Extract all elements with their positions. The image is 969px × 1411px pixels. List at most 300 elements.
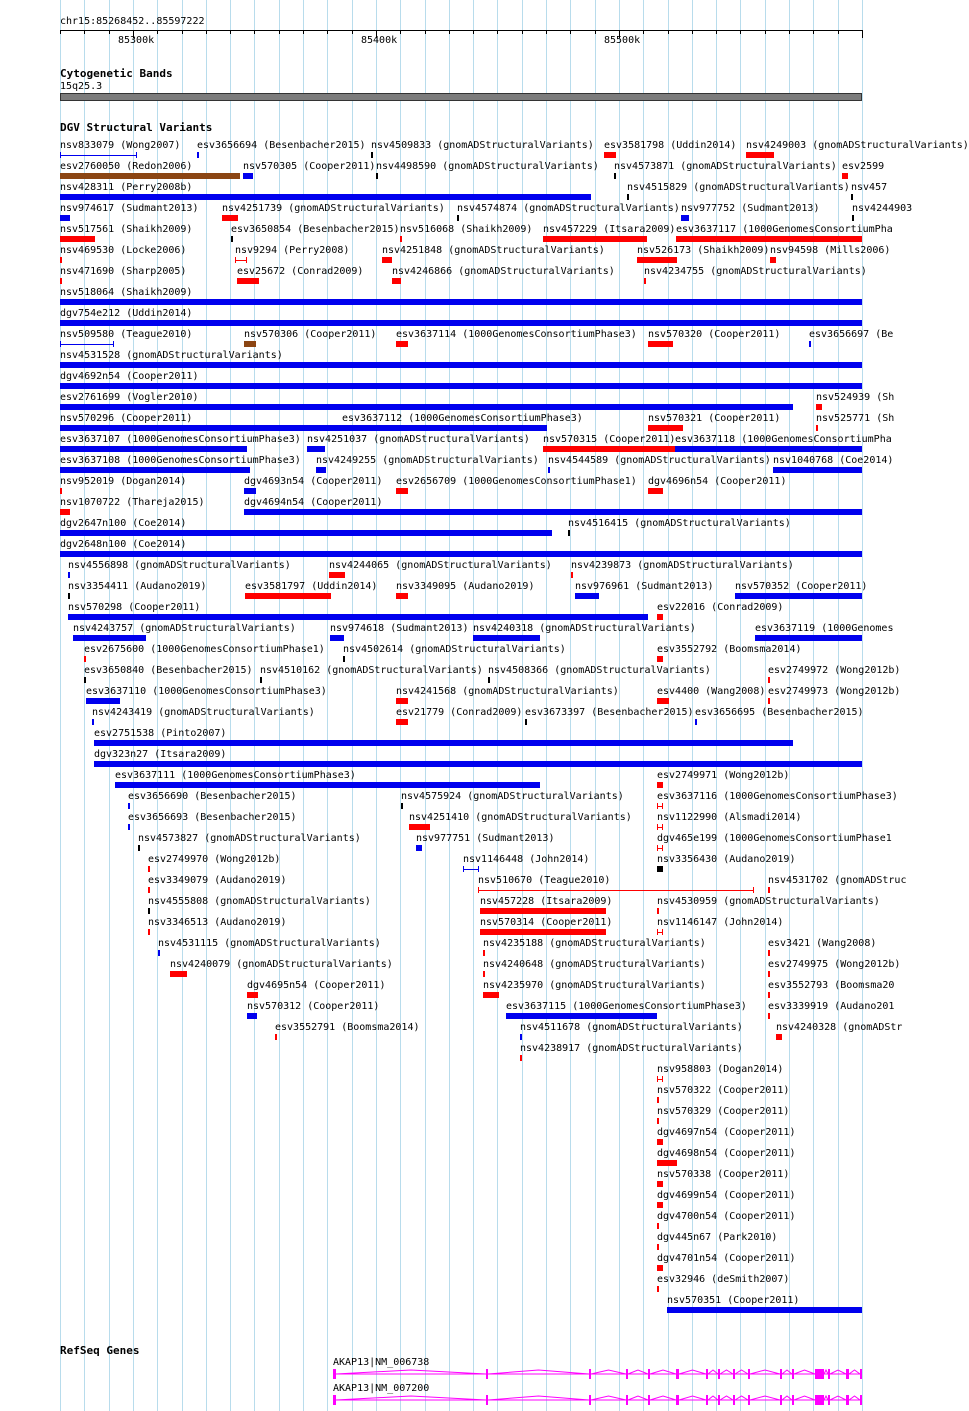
variant-label[interactable]: nsv4234755 (gnomADStructuralVariants): [644, 266, 867, 277]
variant-bar[interactable]: [237, 278, 259, 284]
variant-bar[interactable]: [396, 341, 408, 347]
variant-bar[interactable]: [525, 719, 527, 725]
variant-label[interactable]: esv3349079 (Audano2019): [148, 875, 287, 886]
variant-label[interactable]: nsv570351 (Cooper2011): [667, 1295, 800, 1306]
variant-bar[interactable]: [60, 362, 862, 368]
variant-label[interactable]: nsv509580 (Teague2010): [60, 329, 193, 340]
variant-label[interactable]: nsv518064 (Shaikh2009): [60, 287, 193, 298]
variant-bar[interactable]: [809, 341, 811, 347]
variant-bar[interactable]: [488, 677, 490, 683]
variant-bar[interactable]: [768, 677, 770, 683]
variant-label[interactable]: esv2761699 (Vogler2010): [60, 392, 199, 403]
variant-bar[interactable]: [695, 719, 697, 725]
variant-bar[interactable]: [128, 824, 130, 830]
variant-bar[interactable]: [94, 740, 793, 746]
variant-bar[interactable]: [735, 593, 862, 599]
variant-label[interactable]: esv32946 (deSmith2007): [657, 1274, 790, 1285]
variant-bar[interactable]: [657, 866, 663, 872]
variant-bar[interactable]: [60, 236, 95, 242]
variant-bar[interactable]: [60, 530, 552, 536]
variant-label[interactable]: nsv4515829 (gnomADStructuralVariants): [627, 182, 850, 193]
variant-label[interactable]: nsv570314 (Cooper2011): [480, 917, 613, 928]
variant-label[interactable]: dgv4694n54 (Cooper2011): [244, 497, 383, 508]
variant-label[interactable]: nsv570352 (Cooper2011): [735, 581, 868, 592]
variant-label[interactable]: nsv977751 (Sudmant2013): [416, 833, 555, 844]
variant-bar[interactable]: [260, 677, 262, 683]
variant-label[interactable]: nsv4573827 (gnomADStructuralVariants): [138, 833, 361, 844]
ruler-tick: [522, 30, 523, 34]
variant-label[interactable]: esv3637114 (1000GenomesConsortiumPhase3): [396, 329, 637, 340]
variant-bar[interactable]: [68, 593, 70, 599]
variant-bar[interactable]: [170, 971, 187, 977]
variant-label[interactable]: nsv4531115 (gnomADStructuralVariants): [158, 938, 381, 949]
variant-bar[interactable]: [396, 593, 408, 599]
variant-bar[interactable]: [543, 446, 675, 452]
variant-bar[interactable]: [463, 869, 479, 870]
variant-bar[interactable]: [648, 488, 663, 494]
variant-bar[interactable]: [473, 635, 540, 641]
variant-bar[interactable]: [376, 173, 378, 179]
variant-label[interactable]: dgv2648n100 (Coe2014): [60, 539, 187, 550]
variant-label[interactable]: nsv4251410 (gnomADStructuralVariants): [409, 812, 632, 823]
variant-label[interactable]: dgv754e212 (Uddin2014): [60, 308, 193, 319]
variant-label[interactable]: esv3637115 (1000GenomesConsortiumPhase3): [506, 1001, 747, 1012]
variant-label[interactable]: nsv457228 (Itsara2009): [480, 896, 613, 907]
variant-label[interactable]: nsv4235188 (gnomADStructuralVariants): [483, 938, 706, 949]
variant-label[interactable]: nsv4244903: [852, 203, 913, 214]
variant-label[interactable]: esv3421 (Wang2008): [768, 938, 877, 949]
variant-label[interactable]: esv3637116 (1000GenomesConsortiumPhase3): [657, 791, 898, 802]
variant-bar[interactable]: [575, 593, 599, 599]
variant-bar[interactable]: [657, 1202, 663, 1208]
variant-bar[interactable]: [409, 824, 430, 830]
variant-bar[interactable]: [773, 467, 862, 473]
variant-label[interactable]: nsv4251739 (gnomADStructuralVariants): [222, 203, 445, 214]
variant-label[interactable]: nsv4574874 (gnomADStructuralVariants): [457, 203, 680, 214]
variant-bar[interactable]: [768, 971, 770, 977]
variant-label[interactable]: nsv516068 (Shaikh2009): [400, 224, 533, 235]
variant-bar[interactable]: [648, 425, 683, 431]
variant-label[interactable]: nsv4531702 (gnomADStruc: [768, 875, 907, 886]
variant-label[interactable]: nsv4556898 (gnomADStructuralVariants): [68, 560, 291, 571]
variant-bar[interactable]: [342, 425, 547, 431]
variant-label[interactable]: esv2749975 (Wong2012b): [768, 959, 901, 970]
variant-bar[interactable]: [396, 698, 408, 704]
variant-label[interactable]: nsv570296 (Cooper2011): [60, 413, 193, 424]
variant-bar[interactable]: [768, 992, 770, 998]
variant-label[interactable]: dgv4696n54 (Cooper2011): [648, 476, 787, 487]
variant-label[interactable]: dgv4701n54 (Cooper2011): [657, 1253, 796, 1264]
variant-label[interactable]: nsv4238917 (gnomADStructuralVariants): [520, 1043, 743, 1054]
variant-label[interactable]: nsv4239873 (gnomADStructuralVariants): [571, 560, 794, 571]
variant-bar[interactable]: [60, 446, 247, 452]
ruler-tick: [352, 30, 353, 34]
variant-label[interactable]: nsv4243419 (gnomADStructuralVariants): [92, 707, 315, 718]
variant-bar[interactable]: [60, 215, 70, 221]
variant-label[interactable]: esv3637110 (1000GenomesConsortiumPhase3): [86, 686, 327, 697]
tick-label-85300k: 85300k: [118, 35, 155, 46]
variant-bar-cap: [136, 152, 137, 158]
variant-bar[interactable]: [371, 152, 373, 158]
variant-bar[interactable]: [851, 194, 853, 200]
variant-bar[interactable]: [768, 1013, 770, 1019]
variant-label[interactable]: nsv471690 (Sharp2005): [60, 266, 187, 277]
variant-bar[interactable]: [755, 635, 862, 641]
variant-label[interactable]: nsv570315 (Cooper2011): [543, 434, 676, 445]
variant-bar[interactable]: [396, 488, 408, 494]
variant-bar[interactable]: [604, 152, 616, 158]
variant-bar[interactable]: [60, 278, 62, 284]
variant-label[interactable]: dgv445n67 (Park2010): [657, 1232, 778, 1243]
variant-label[interactable]: dgv323n27 (Itsara2009): [94, 749, 227, 760]
ruler-tick: [425, 30, 426, 34]
variant-bar[interactable]: [852, 215, 854, 221]
variant-bar[interactable]: [330, 635, 344, 641]
variant-bar[interactable]: [92, 719, 94, 725]
variant-label[interactable]: nsv4243757 (gnomADStructuralVariants): [73, 623, 296, 634]
variant-label[interactable]: nsv94598 (Mills2006): [770, 245, 891, 256]
variant-label[interactable]: nsv517561 (Shaikh2009): [60, 224, 193, 235]
variant-label[interactable]: esv25672 (Conrad2009): [237, 266, 364, 277]
variant-label[interactable]: nsv570329 (Cooper2011): [657, 1106, 790, 1117]
variant-label[interactable]: esv3650854 (Besenbacher2015): [231, 224, 400, 235]
variant-bar[interactable]: [483, 950, 485, 956]
variant-label[interactable]: esv2749971 (Wong2012b): [657, 770, 790, 781]
variant-label[interactable]: esv2656709 (1000GenomesConsortiumPhase1): [396, 476, 637, 487]
variant-bar[interactable]: [148, 929, 150, 935]
variant-bar[interactable]: [457, 215, 459, 221]
variant-label[interactable]: nsv4235970 (gnomADStructuralVariants): [483, 980, 706, 991]
variant-label[interactable]: esv3673397 (Besenbacher2015): [525, 707, 694, 718]
variant-bar[interactable]: [768, 698, 770, 704]
variant-label[interactable]: nsv833079 (Wong2007): [60, 140, 181, 151]
variant-bar-cap: [235, 257, 236, 263]
variant-bar-cap: [60, 341, 61, 347]
variant-label[interactable]: nsv525771 (Sh: [816, 413, 895, 424]
variant-bar[interactable]: [657, 1160, 677, 1166]
variant-bar[interactable]: [637, 257, 677, 263]
variant-bar[interactable]: [676, 236, 862, 242]
variant-bar[interactable]: [148, 866, 150, 872]
variant-label[interactable]: nsv570306 (Cooper2011): [244, 329, 377, 340]
variant-label[interactable]: nsv1146448 (John2014): [463, 854, 590, 865]
variant-label[interactable]: nsv4240318 (gnomADStructuralVariants): [473, 623, 696, 634]
variant-label[interactable]: nsv4555808 (gnomADStructuralVariants): [148, 896, 371, 907]
variant-bar[interactable]: [60, 425, 342, 431]
variant-label[interactable]: esv3637107 (1000GenomesConsortiumPhase3): [60, 434, 301, 445]
variant-bar[interactable]: [657, 656, 663, 662]
variant-label[interactable]: nsv3354411 (Audano2019): [68, 581, 207, 592]
variant-label[interactable]: esv3552792 (Boomsma2014): [657, 644, 802, 655]
variant-bar[interactable]: [68, 614, 648, 620]
variant-label[interactable]: esv3581798 (Uddin2014): [604, 140, 737, 151]
variant-bar[interactable]: [520, 1055, 522, 1061]
variant-label[interactable]: nsv974617 (Sudmant2013): [60, 203, 199, 214]
variant-bar[interactable]: [115, 782, 540, 788]
variant-bar[interactable]: [816, 425, 818, 431]
variant-label[interactable]: nsv4509833 (gnomADStructuralVariants): [371, 140, 594, 151]
variant-label[interactable]: nsv4573871 (gnomADStructuralVariants): [614, 161, 837, 172]
variant-bar[interactable]: [657, 1286, 659, 1292]
variant-bar[interactable]: [627, 194, 629, 200]
variant-label[interactable]: esv3650840 (Besenbacher2015): [84, 665, 253, 676]
variant-label[interactable]: esv3581797 (Uddin2014): [245, 581, 378, 592]
variant-label[interactable]: nsv4575924 (gnomADStructuralVariants): [401, 791, 624, 802]
variant-bar[interactable]: [816, 404, 822, 410]
variant-bar[interactable]: [84, 656, 86, 662]
variant-bar[interactable]: [667, 1307, 862, 1313]
variant-bar[interactable]: [343, 656, 345, 662]
variant-label[interactable]: esv3656697 (Be: [809, 329, 894, 340]
variant-label[interactable]: dgv465e199 (1000GenomesConsortiumPhase1: [657, 833, 892, 844]
variant-bar[interactable]: [400, 236, 402, 242]
variant-label[interactable]: nsv4511678 (gnomADStructuralVariants): [520, 1022, 743, 1033]
variant-label[interactable]: nsv4498590 (gnomADStructuralVariants): [376, 161, 599, 172]
variant-bar[interactable]: [60, 173, 240, 179]
variant-bar[interactable]: [396, 719, 408, 725]
variant-label[interactable]: esv2760050 (Redon2006): [60, 161, 193, 172]
variant-label[interactable]: nsv3356430 (Audano2019): [657, 854, 796, 865]
variant-label[interactable]: nsv570320 (Cooper2011): [648, 329, 781, 340]
variant-label[interactable]: nsv1040768 (Coe2014): [773, 455, 894, 466]
variant-bar[interactable]: [657, 1118, 659, 1124]
variant-bar[interactable]: [483, 992, 499, 998]
variant-label[interactable]: nsv570321 (Cooper2011): [648, 413, 781, 424]
variant-label[interactable]: nsv4249003 (gnomADStructuralVariants): [746, 140, 969, 151]
variant-label[interactable]: esv3637117 (1000GenomesConsortiumPha: [676, 224, 893, 235]
variant-label[interactable]: dgv4700n54 (Cooper2011): [657, 1211, 796, 1222]
variant-label[interactable]: nsv4544589 (gnomADStructuralVariants): [548, 455, 771, 466]
variant-bar[interactable]: [60, 551, 862, 557]
variant-label[interactable]: esv3656694 (Besenbacher2015): [197, 140, 366, 151]
variant-bar[interactable]: [244, 509, 862, 515]
variant-bar[interactable]: [60, 320, 862, 326]
variant-bar[interactable]: [842, 173, 848, 179]
variant-bar[interactable]: [60, 155, 137, 156]
variant-label[interactable]: esv3552791 (Boomsma2014): [275, 1022, 420, 1033]
variant-label[interactable]: nsv952019 (Dogan2014): [60, 476, 187, 487]
variant-bar[interactable]: [657, 1265, 663, 1271]
variant-bar[interactable]: [401, 803, 403, 809]
variant-label[interactable]: nsv4251037 (gnomADStructuralVariants): [307, 434, 530, 445]
variant-label[interactable]: nsv469530 (Locke2006): [60, 245, 187, 256]
variant-label[interactable]: esv2751538 (Pinto2007): [94, 728, 227, 739]
variant-bar[interactable]: [776, 1034, 782, 1040]
variant-label[interactable]: dgv4697n54 (Cooper2011): [657, 1127, 796, 1138]
variant-bar[interactable]: [478, 890, 754, 891]
variant-label[interactable]: dgv4692n54 (Cooper2011): [60, 371, 199, 382]
variant-label[interactable]: nsv4530959 (gnomADStructuralVariants): [657, 896, 880, 907]
variant-bar[interactable]: [382, 257, 392, 263]
variant-label[interactable]: esv3552793 (Boomsma20: [768, 980, 895, 991]
variant-label[interactable]: nsv428311 (Perry2008b): [60, 182, 193, 193]
variant-label[interactable]: esv3656690 (Besenbacher2015): [128, 791, 297, 802]
variant-label[interactable]: nsv457229 (Itsara2009): [543, 224, 676, 235]
variant-bar[interactable]: [480, 929, 606, 935]
variant-label[interactable]: nsv977752 (Sudmant2013): [681, 203, 820, 214]
variant-bar[interactable]: [770, 257, 776, 263]
variant-bar[interactable]: [506, 1013, 657, 1019]
variant-label[interactable]: dgv2647n100 (Coe2014): [60, 518, 187, 529]
variant-label[interactable]: nsv976961 (Sudmant2013): [575, 581, 714, 592]
variant-bar[interactable]: [94, 761, 862, 767]
variant-label[interactable]: nsv570312 (Cooper2011): [247, 1001, 380, 1012]
variant-bar[interactable]: [68, 572, 70, 578]
variant-label[interactable]: esv4400 (Wang2008): [657, 686, 766, 697]
variant-label[interactable]: dgv4693n54 (Cooper2011): [244, 476, 383, 487]
gene-label[interactable]: AKAP13|NM_006738: [333, 1357, 430, 1368]
variant-label[interactable]: esv3637119 (1000Genomes: [755, 623, 894, 634]
gene-model-2[interactable]: [0, 1392, 890, 1408]
variant-bar[interactable]: [657, 1244, 659, 1250]
variant-bar[interactable]: [392, 278, 401, 284]
variant-bar[interactable]: [73, 635, 146, 641]
variant-bar[interactable]: [60, 257, 62, 263]
variant-bar[interactable]: [60, 467, 250, 473]
variant-bar[interactable]: [245, 593, 331, 599]
variant-bar[interactable]: [247, 1013, 257, 1019]
variant-label[interactable]: nsv570322 (Cooper2011): [657, 1085, 790, 1096]
variant-label[interactable]: nsv570338 (Cooper2011): [657, 1169, 790, 1180]
variant-label[interactable]: esv22016 (Conrad2009): [657, 602, 784, 613]
variant-label[interactable]: nsv9294 (Perry2008): [235, 245, 350, 256]
variant-label[interactable]: nsv958803 (Dogan2014): [657, 1064, 784, 1075]
variant-bar[interactable]: [60, 383, 862, 389]
variant-label[interactable]: nsv4502614 (gnomADStructuralVariants): [343, 644, 566, 655]
variant-label[interactable]: dgv4699n54 (Cooper2011): [657, 1190, 796, 1201]
variant-label[interactable]: nsv974618 (Sudmant2013): [330, 623, 469, 634]
variant-bar[interactable]: [571, 572, 573, 578]
variant-label[interactable]: nsv4240648 (gnomADStructuralVariants): [483, 959, 706, 970]
variant-label[interactable]: nsv3349095 (Audano2019): [396, 581, 535, 592]
variant-bar[interactable]: [148, 908, 150, 914]
variant-label[interactable]: nsv1146147 (John2014): [657, 917, 784, 928]
variant-bar[interactable]: [657, 1223, 659, 1229]
variant-bar[interactable]: [60, 488, 62, 494]
variant-bar[interactable]: [244, 488, 256, 494]
variant-label[interactable]: nsv510670 (Teague2010): [478, 875, 611, 886]
variant-bar[interactable]: [60, 404, 793, 410]
variant-bar[interactable]: [768, 887, 770, 893]
variant-bar[interactable]: [60, 344, 114, 345]
variant-label[interactable]: esv3637118 (1000GenomesConsortiumPha: [675, 434, 892, 445]
variant-bar[interactable]: [675, 446, 862, 452]
variant-bar[interactable]: [483, 971, 485, 977]
variant-bar[interactable]: [644, 278, 646, 284]
variant-label[interactable]: nsv1122990 (Alsmadi2014): [657, 812, 802, 823]
variant-label[interactable]: esv3656693 (Besenbacher2015): [128, 812, 297, 823]
cytoband-bar[interactable]: [60, 93, 862, 101]
variant-label[interactable]: nsv4510162 (gnomADStructuralVariants): [260, 665, 483, 676]
variant-label[interactable]: esv3637112 (1000GenomesConsortiumPhase3): [342, 413, 583, 424]
gene-model-1[interactable]: [0, 1366, 890, 1382]
variant-label[interactable]: esv2749970 (Wong2012b): [148, 854, 281, 865]
variant-label[interactable]: nsv526173 (Shaikh2009): [637, 245, 770, 256]
variant-bar[interactable]: [247, 992, 258, 998]
variant-label[interactable]: nsv4508366 (gnomADStructuralVariants): [488, 665, 711, 676]
variant-label[interactable]: nsv4241568 (gnomADStructuralVariants): [396, 686, 619, 697]
variant-bar[interactable]: [158, 950, 160, 956]
variant-bar[interactable]: [548, 467, 550, 473]
variant-bar[interactable]: [520, 1034, 522, 1040]
variant-label[interactable]: esv2599: [842, 161, 885, 172]
variant-bar[interactable]: [657, 614, 663, 620]
variant-label[interactable]: nsv570305 (Cooper2011): [243, 161, 376, 172]
variant-bar[interactable]: [138, 845, 140, 851]
variant-label[interactable]: nsv4516415 (gnomADStructuralVariants): [568, 518, 791, 529]
ruler-tick: [740, 30, 741, 34]
variant-bar[interactable]: [416, 845, 422, 851]
variant-bar[interactable]: [329, 572, 345, 578]
variant-label[interactable]: nsv1070722 (Thareja2015): [60, 497, 205, 508]
variant-bar[interactable]: [197, 152, 199, 158]
variant-label[interactable]: nsv524939 (Sh: [816, 392, 895, 403]
variant-label[interactable]: esv3637108 (1000GenomesConsortiumPhase3): [60, 455, 301, 466]
variant-label[interactable]: nsv4244065 (gnomADStructuralVariants): [329, 560, 552, 571]
variant-label[interactable]: dgv4698n54 (Cooper2011): [657, 1148, 796, 1159]
variant-bar[interactable]: [148, 887, 150, 893]
variant-bar[interactable]: [568, 530, 570, 536]
variant-bar[interactable]: [648, 341, 673, 347]
variant-label[interactable]: nsv4240079 (gnomADStructuralVariants): [170, 959, 393, 970]
variant-bar[interactable]: [657, 1181, 663, 1187]
variant-bar[interactable]: [244, 341, 256, 347]
variant-bar[interactable]: [84, 677, 86, 683]
variant-bar[interactable]: [657, 698, 669, 704]
variant-bar[interactable]: [60, 509, 70, 515]
variant-bar-cap: [657, 845, 658, 851]
variant-bar[interactable]: [681, 215, 689, 221]
variant-bar[interactable]: [657, 1139, 663, 1145]
variant-label[interactable]: esv2749973 (Wong2012b): [768, 686, 901, 697]
variant-bar[interactable]: [243, 173, 253, 179]
variant-label[interactable]: nsv3346513 (Audano2019): [148, 917, 287, 928]
variant-label[interactable]: nsv4240328 (gnomADStr: [776, 1022, 903, 1033]
variant-bar[interactable]: [222, 215, 238, 221]
variant-bar[interactable]: [128, 803, 130, 809]
variant-bar[interactable]: [657, 908, 659, 914]
variant-label[interactable]: nsv457: [851, 182, 888, 193]
variant-bar[interactable]: [86, 698, 120, 704]
variant-label[interactable]: nsv4246866 (gnomADStructuralVariants): [392, 266, 615, 277]
variant-bar[interactable]: [768, 950, 770, 956]
variant-bar[interactable]: [657, 782, 663, 788]
variant-label[interactable]: esv3637111 (1000GenomesConsortiumPhase3): [115, 770, 356, 781]
variant-label[interactable]: nsv570298 (Cooper2011): [68, 602, 201, 613]
variant-label[interactable]: nsv4249255 (gnomADStructuralVariants): [316, 455, 539, 466]
variant-bar[interactable]: [614, 173, 616, 179]
variant-bar[interactable]: [275, 1034, 277, 1040]
variant-label[interactable]: esv3656695 (Besenbacher2015): [695, 707, 864, 718]
variant-bar[interactable]: [231, 236, 233, 242]
variant-label[interactable]: esv21779 (Conrad2009): [396, 707, 523, 718]
variant-bar[interactable]: [480, 908, 606, 914]
variant-label[interactable]: esv3339919 (Audano201: [768, 1001, 895, 1012]
variant-label[interactable]: esv2675600 (1000GenomesConsortiumPhase1): [84, 644, 325, 655]
gene-label[interactable]: AKAP13|NM_007200: [333, 1383, 430, 1394]
variant-label[interactable]: dgv4695n54 (Cooper2011): [247, 980, 386, 991]
variant-label[interactable]: nsv4251848 (gnomADStructuralVariants): [382, 245, 605, 256]
variant-bar[interactable]: [60, 194, 591, 200]
variant-label[interactable]: nsv4531528 (gnomADStructuralVariants): [60, 350, 283, 361]
variant-bar[interactable]: [60, 299, 862, 305]
variant-label[interactable]: esv2749972 (Wong2012b): [768, 665, 901, 676]
variant-bar[interactable]: [316, 467, 326, 473]
variant-bar[interactable]: [543, 236, 647, 242]
variant-bar[interactable]: [746, 152, 774, 158]
variant-bar[interactable]: [657, 1097, 659, 1103]
variant-bar[interactable]: [307, 446, 325, 452]
